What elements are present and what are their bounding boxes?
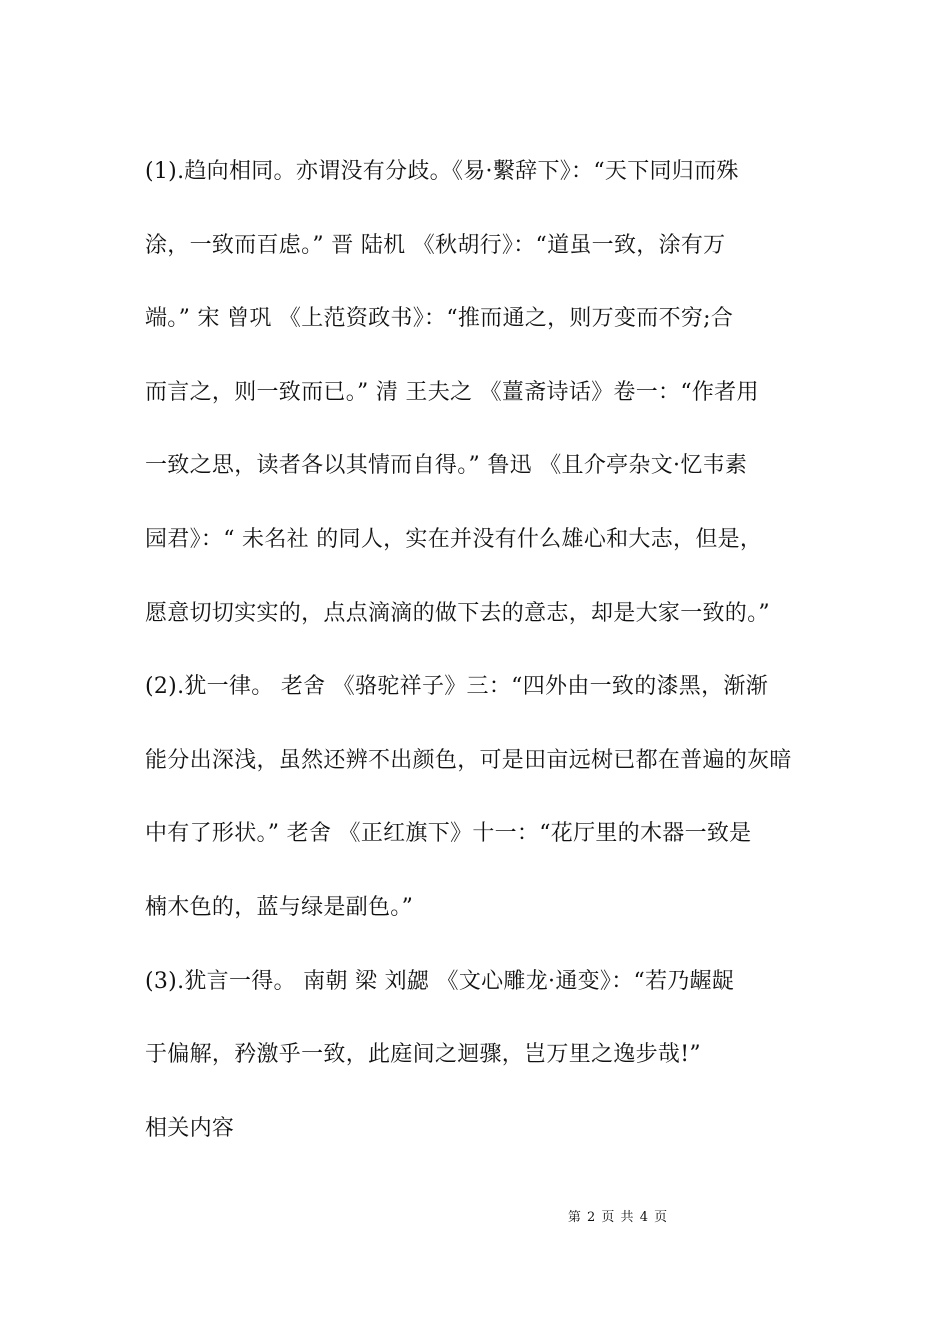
text-line: 涂，一致而百虑。” 晋 陆机 《秋胡行》：“道虽一致，涂有万: [145, 232, 726, 258]
page-number-label: 第 2 页 共 4 页: [567, 1210, 669, 1225]
text-line: 而言之，则一致而已。” 清 王夫之 《薑斋诗话》卷一：“作者用: [145, 379, 759, 405]
page-footer: [0, 1206, 950, 1225]
text-line: 能分出深浅，虽然还辨不出颜色，可是田亩远树已都在普遍的灰暗: [145, 747, 792, 773]
text-line: (1).趋向相同。亦谓没有分歧。《易·繫辞下》：“天下同归而殊: [145, 159, 739, 184]
text-line: 一致之思，读者各以其情而自得。” 鲁迅 《且介亭杂文·忆韦素: [145, 453, 748, 479]
text-line: 愿意切切实实的，点点滴滴的做下去的意志，却是大家一致的。”: [145, 600, 770, 626]
section-heading-related: 相关内容: [145, 1115, 235, 1141]
text-line: 端。” 宋 曾巩 《上范资政书》：“推而通之，则万变而不穷;合: [145, 306, 734, 332]
text-line: 于偏解，矜激乎一致，此庭间之迴骤，岂万里之逸步哉!”: [145, 1042, 701, 1068]
text-line: 中有了形状。” 老舍 《正红旗下》十一：“花厅里的木器一致是: [145, 821, 752, 847]
text-line: (3).犹言一得。 南朝 梁 刘勰 《文心雕龙·通变》：“若乃龌龊: [145, 968, 735, 994]
text-line: (2).犹一律。 老舍 《骆驼祥子》三：“四外由一致的漆黑，渐渐: [145, 674, 768, 700]
text-line: 园君》：“ 未名社 的同人，实在并没有什么雄心和大志，但是，: [145, 526, 763, 552]
document-body: [145, 135, 810, 1165]
text-line: 楠木色的，蓝与绿是副色。”: [145, 894, 414, 920]
